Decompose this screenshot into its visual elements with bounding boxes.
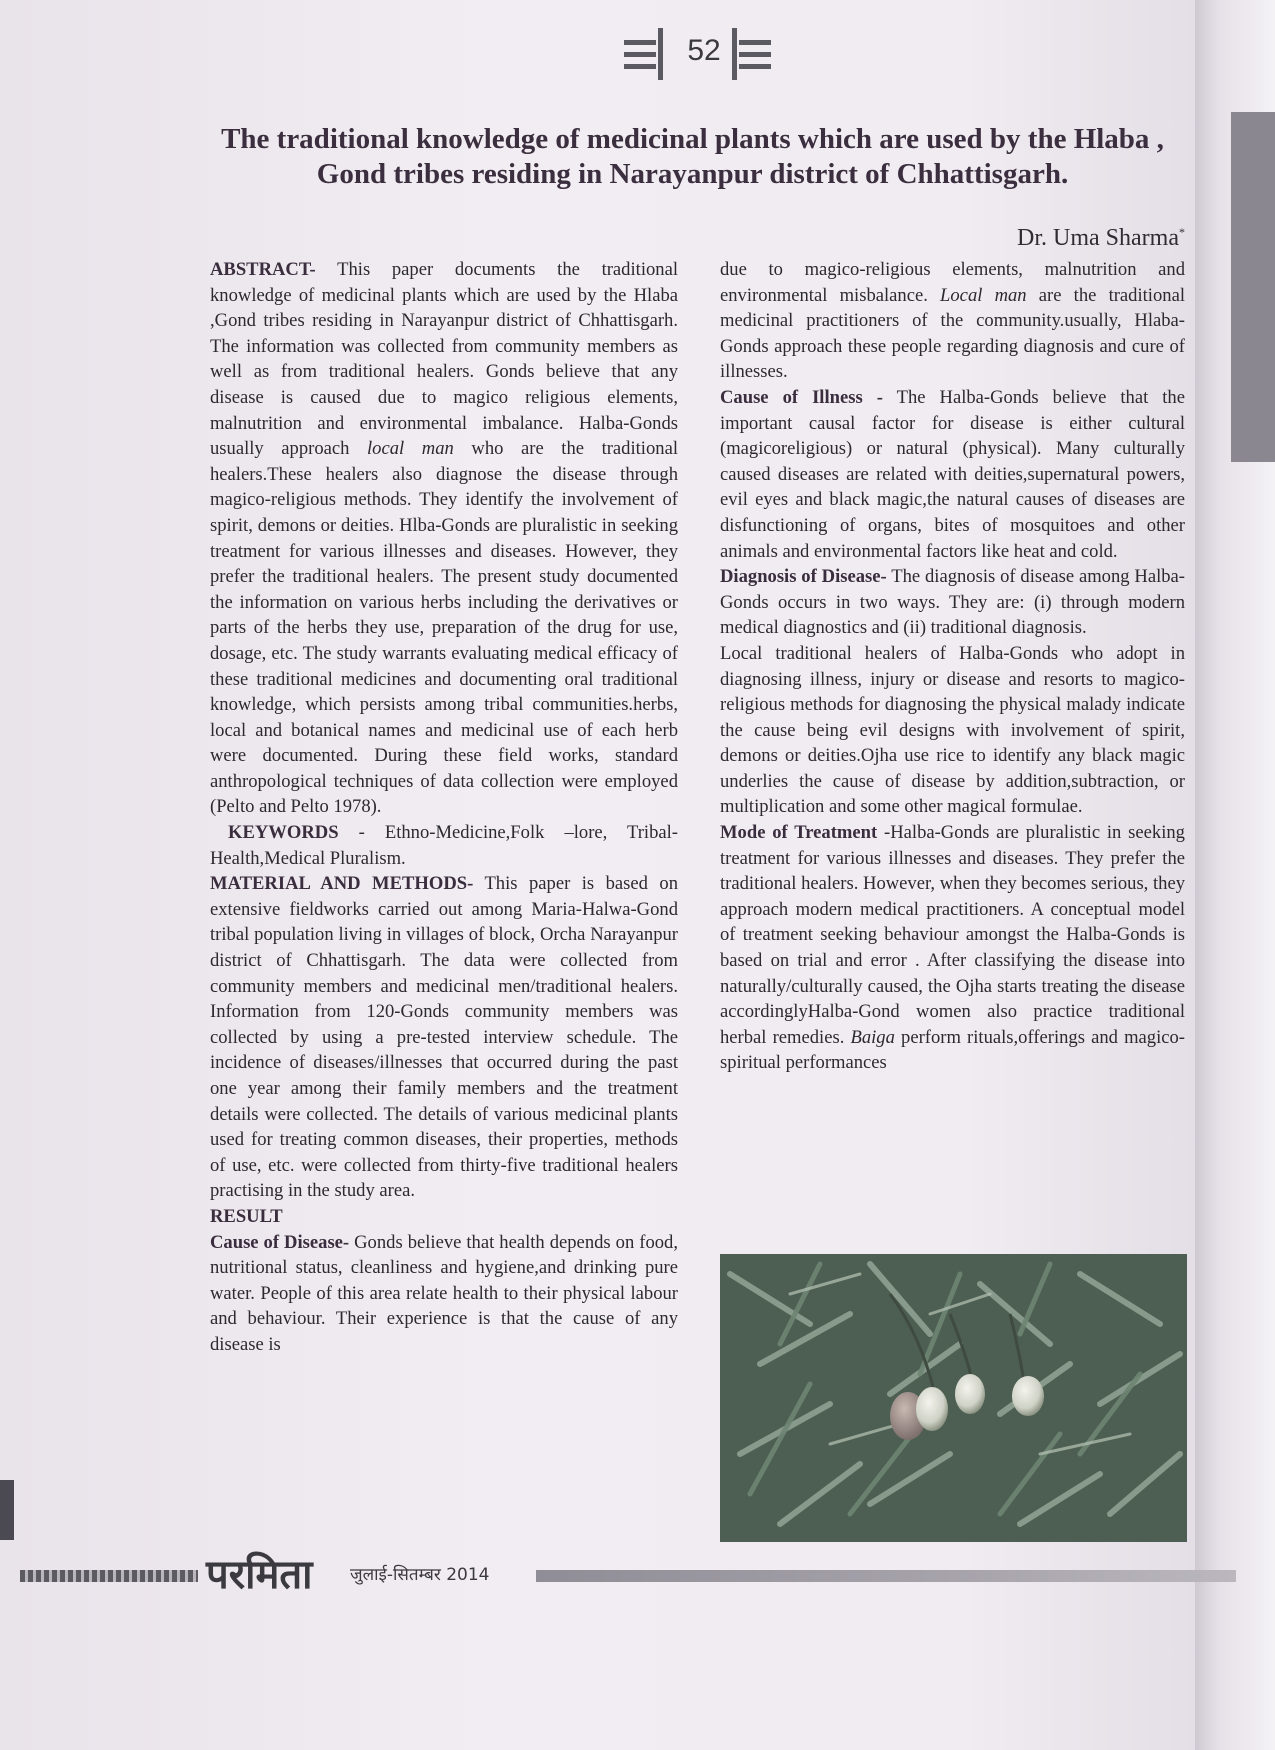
cause-of-disease-paragraph: Cause of Disease- Gonds believe that health depends on food, nutritional status, cleanliness and hygiene,and drinking pure water. People of this area relate health to their physical labour and behaviour. Their experience is that the cause of any disease is	[210, 1231, 678, 1355]
author-name: Dr. Uma Sharma	[1017, 225, 1179, 251]
mango-tree-illustration	[720, 1254, 1187, 1542]
magazine-masthead: परमिता	[206, 1552, 313, 1598]
methods-heading: MATERIAL AND METHODS-	[210, 873, 474, 895]
left-column	[210, 257, 678, 1358]
treatment-heading: Mode of Treatment	[720, 822, 878, 844]
page-number-left-ornament-icon	[624, 28, 674, 80]
article-title: The traditional knowledge of medicinal plants which are used by the Hlaba , Gond tribes residing in Narayanpur district of Chhattisgarh.	[221, 123, 1164, 190]
issue-date: जुलाई-सितम्बर 2014	[350, 1565, 490, 1585]
binding-mark	[0, 1480, 14, 1540]
page-number-right-ornament-icon	[728, 28, 778, 80]
footer-rule	[20, 1570, 1200, 1582]
result-heading-line	[210, 1204, 678, 1230]
next-page-edge	[1195, 0, 1275, 1750]
methods-paragraph: MATERIAL AND METHODS- This paper is based on extensive fieldworks carried out among Maria-Halwa-Gond tribal population living in villages of block, Orcha Narayanpur district of Chhattisgarh. The data were collected from community members and medicinal men/traditional healers. Information from 120-Gonds community members was collected by using a pre-tested interview schedule. The incidence of diseases/illnesses that occurred during the past one year among their family members and the treatment details were collected. The details of various medicinal plants used for treating common diseases, their properties, methods of use, etc. were collected from thirty-five traditional healers practising in the study area.	[210, 873, 678, 1202]
cause-of-illness-heading: Cause of Illness -	[720, 386, 883, 408]
page-number: 52	[687, 34, 721, 67]
author	[960, 225, 1185, 252]
diagnosis-heading: Diagnosis of Disease-	[720, 566, 887, 588]
diagnosis-paragraph: Diagnosis of Disease- The diagnosis of disease among Halba-Gonds occurs in two ways. They are: (i) through modern medical diagnostics and (ii) traditional diagnosis.	[720, 566, 1185, 639]
cause-of-illness-paragraph: Cause of Illness - The Halba-Gonds believe that the important causal factor for disease is either cultural (magicoreligious) or natural (physical). Many culturally caused diseases are related with deities,supernatural powers, evil eyes and black magic,the natural causes of diseases are disfunctioning of organs, bites of mosquitoes and other animals and environmental factors like heat and cold.	[720, 386, 1185, 562]
continued-paragraph: due to magico-religious elements, malnutrition and environmental misbalance. Local man are the traditional medicinal practitioners of the community.usually, Hlaba-Gonds approach these people regarding diagnosis and cure of illnesses.	[720, 259, 1185, 383]
result-heading: RESULT	[210, 1205, 283, 1227]
cause-of-disease-heading: Cause of Disease-	[210, 1231, 350, 1253]
author-footnote-mark: *	[1179, 225, 1185, 239]
abstract-heading: ABSTRACT-	[210, 259, 316, 280]
local-healers-paragraph: Local traditional healers of Halba-Gonds who adopt in diagnosing illness, injury or disease and resorts to magico-religious methods for diagnosing the physical malady indicate the cause being evil designs with involvement of spirit, demons or deities.Ojha use rice to identify any black magic underlies the cause of disease by addition,subtraction, or multiplication and some other magical formulae.	[720, 642, 1185, 818]
treatment-paragraph: Mode of Treatment -Halba-Gonds are pluralistic in seeking treatment for various illnesses and diseases. They prefer the traditional healers. However, when they becomes serious, they approach modern medical practitioners. A conceptual model of treatment seeking behaviour amongst the Halba-Gonds is based on trial and error . After classifying the disease into naturally/culturally caused, the Ojha starts treating the disease accordinglyHalba-Gond women also practice traditional herbal remedies. Baiga perform rituals,offerings and magico-spiritual performances	[720, 822, 1185, 1074]
keywords-paragraph: KEYWORDS - Ethno-Medicine,Folk –lore, Tribal- Health,Medical Pluralism.	[210, 822, 678, 869]
mango-tree-photo	[720, 1254, 1187, 1542]
keywords-heading: KEYWORDS	[228, 822, 339, 844]
abstract-paragraph: ABSTRACT- This paper documents the traditional knowledge of medicinal plants which are used by the Hlaba ,Gond tribes residing in Narayanpur district of Chhattisgarh. The information was collected from community members as well as from traditional healers. Gonds believe that any disease is caused due to magico religious elements, malnutrition and environmental imbalance. Halba-Gonds usually approach local man who are the traditional healers.These healers also diagnose the disease through magico-religious methods. They identify the involvement of spirit, demons or deities. Hlba-Gonds are pluralistic in seeking treatment for various illnesses and diseases. However, they prefer the traditional healers. The present study documented the information on various herbs including the derivatives or parts of the herbs they use, preparation of the drug for use, dosage, etc. The study warrants evaluating medical efficacy of these traditional medicines and documenting oral traditional knowledge, which persists among tribal communities.herbs, local and botanical names and medicinal use of each herb were documented. During these field works, standard anthropological techniques of data collection were employed (Pelto and Pelto 1978).	[210, 259, 678, 818]
right-column	[720, 257, 1185, 1076]
page-number-header	[620, 22, 780, 86]
